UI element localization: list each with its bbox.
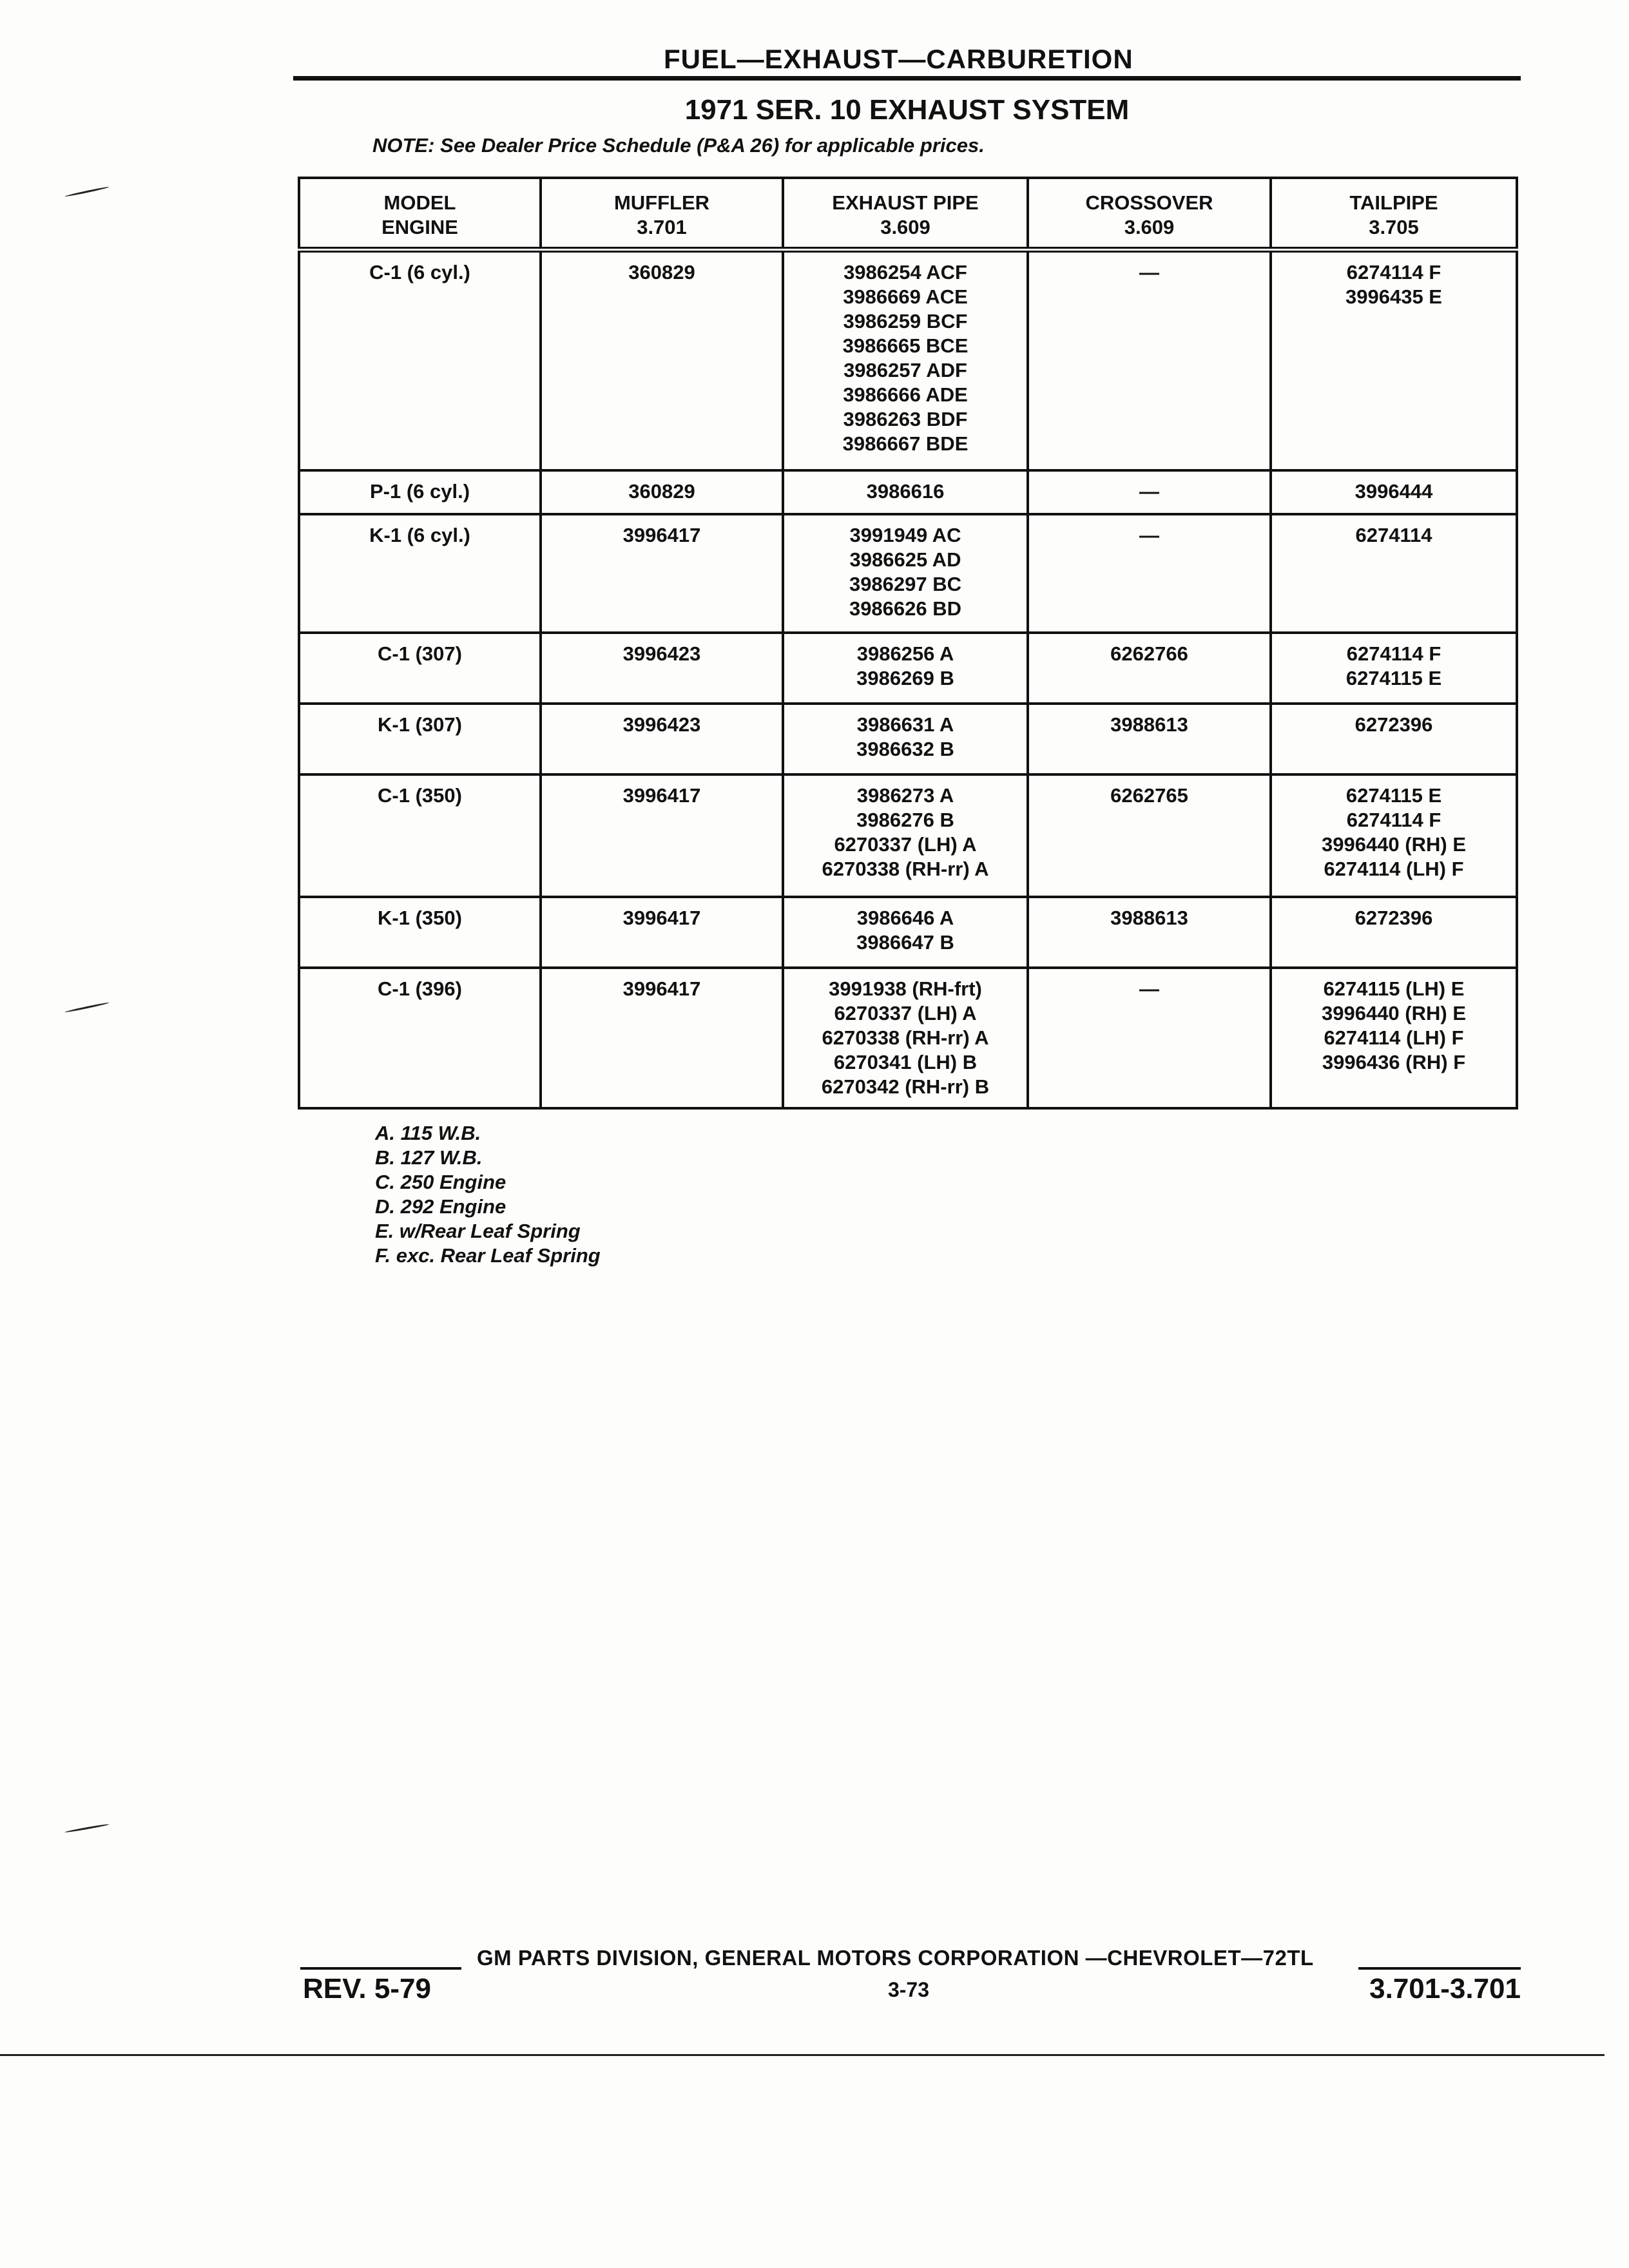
footer-page-number: 3-73 [887,1978,930,2001]
table-cell: K-1 (6 cyl.) [299,514,541,633]
column-header: EXHAUST PIPE 3.609 [783,178,1028,250]
table-cell: — [1028,470,1271,514]
table-cell: 360829 [541,470,783,514]
column-header: TAILPIPE 3.705 [1271,178,1517,250]
table-cell: C-1 (350) [299,774,541,897]
footnote-item: F. exc. Rear Leaf Spring [375,1244,601,1267]
table-cell: 6262765 [1028,774,1271,897]
table-cell: 3986616 [783,470,1028,514]
table-cell: 6274114 F 6274115 E [1271,633,1517,704]
footer-division: GM PARTS DIVISION, GENERAL MOTORS CORPORATION —CHEVROLET—72TL [477,1946,1314,1970]
table-row [299,633,1517,704]
footnote-item: B. 127 W.B. [375,1146,483,1169]
hole-punch-mark [64,1823,109,1833]
table-cell: 3988613 [1028,897,1271,968]
table-cell: 6274115 (LH) E 3996440 (RH) E 6274114 (LH) F 3996436 (RH) F [1271,968,1517,1108]
table-cell: 3996423 [541,633,783,704]
table-cell: 3996417 [541,897,783,968]
hole-punch-mark [64,1002,109,1013]
table-row [299,250,1517,470]
table-cell: 3986256 A 3986269 B [783,633,1028,704]
table-row [299,470,1517,514]
table-cell: 3996417 [541,968,783,1108]
table-row [299,897,1517,968]
table-cell: 3996417 [541,774,783,897]
table-header-row [299,178,1517,250]
footer-rule-right [1358,1967,1521,1970]
table-cell: — [1028,250,1271,470]
table-body [299,250,1517,1108]
table-cell: 3996423 [541,704,783,774]
header-rule [293,76,1521,81]
table-cell: C-1 (6 cyl.) [299,250,541,470]
table-cell: 6272396 [1271,897,1517,968]
table-cell: 3996444 [1271,470,1517,514]
footnote-item: C. 250 Engine [375,1171,506,1193]
footer-rule-left [300,1967,461,1970]
table-cell: 3986273 A 3986276 B 6270337 (LH) A 6270338 (RH-rr) A [783,774,1028,897]
table-cell: K-1 (307) [299,704,541,774]
table-cell: P-1 (6 cyl.) [299,470,541,514]
section-title: 1971 SER. 10 EXHAUST SYSTEM [684,94,1130,126]
hole-punch-mark [64,186,109,197]
table-row [299,968,1517,1108]
table-row [299,514,1517,633]
footer-revision: REV. 5-79 [303,1973,431,2004]
footnote-item: E. w/Rear Leaf Spring [375,1220,581,1242]
column-header: CROSSOVER 3.609 [1028,178,1271,250]
table-cell: 6274115 E 6274114 F 3996440 (RH) E 6274114 (LH) F [1271,774,1517,897]
footnotes [375,1121,601,1268]
footer-section-range: 3.701-3.701 [1369,1973,1521,2004]
table-cell: 3986646 A 3986647 B [783,897,1028,968]
header-title: FUEL—EXHAUST—CARBURETION [664,44,1133,74]
column-header: MODEL ENGINE [299,178,541,250]
table-cell: 3986631 A 3986632 B [783,704,1028,774]
table-cell: 6262766 [1028,633,1271,704]
page-header [296,44,1521,75]
table-row [299,774,1517,897]
table-cell: 3988613 [1028,704,1271,774]
table-cell: 360829 [541,250,783,470]
footnote-item: A. 115 W.B. [375,1122,481,1144]
table-row [299,704,1517,774]
scan-bottom-rule [0,2054,1605,2056]
table-cell: 3991949 AC 3986625 AD 3986297 BC 3986626 BD [783,514,1028,633]
table-cell: 6272396 [1271,704,1517,774]
table-cell: — [1028,514,1271,633]
table-cell: 6274114 F 3996435 E [1271,250,1517,470]
price-note: NOTE: See Dealer Price Schedule (P&A 26) for applicable prices. [372,134,985,157]
table-cell: 3986254 ACF 3986669 ACE 3986259 BCF 3986665 BCE 3986257 ADF 3986666 ADE 3986263 BDF 3986667 BDE [783,250,1028,470]
table-cell: C-1 (307) [299,633,541,704]
table-cell: — [1028,968,1271,1108]
table-cell: K-1 (350) [299,897,541,968]
table-cell: 3991938 (RH-frt) 6270337 (LH) A 6270338 (RH-rr) A 6270341 (LH) B 6270342 (RH-rr) B [783,968,1028,1108]
exhaust-parts-table [298,177,1518,1110]
table-cell: 3996417 [541,514,783,633]
footnote-item: D. 292 Engine [375,1195,506,1218]
table-cell: C-1 (396) [299,968,541,1108]
table-cell: 6274114 [1271,514,1517,633]
column-header: MUFFLER 3.701 [541,178,783,250]
